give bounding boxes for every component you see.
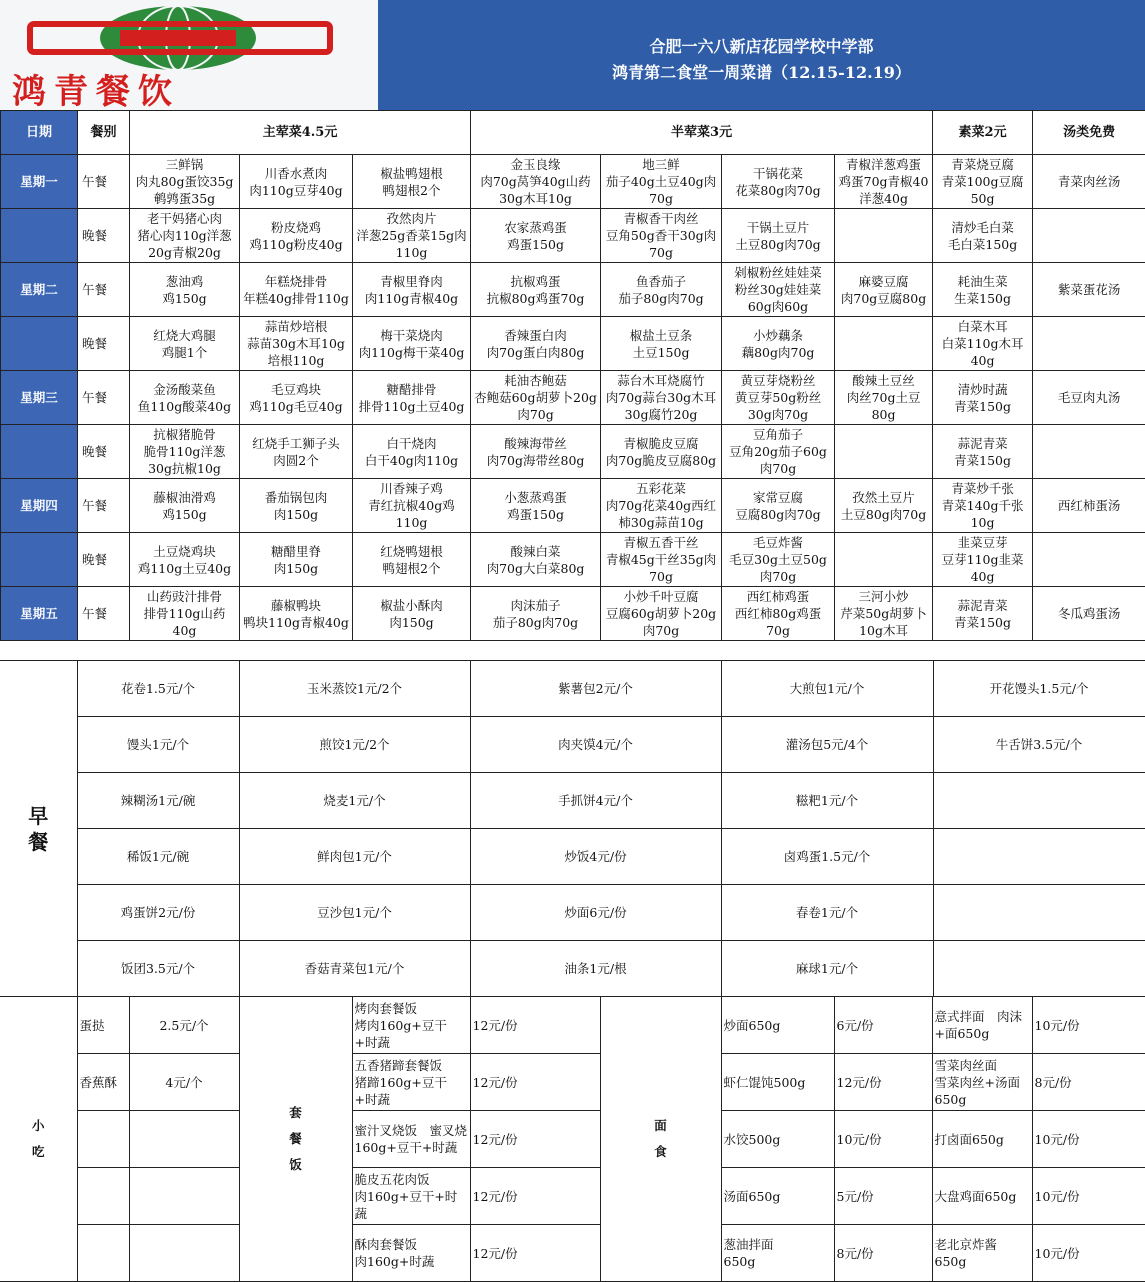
soup-cell: 西红柿蛋汤 xyxy=(1033,479,1145,533)
set-meal-name: 烤肉套餐饭 烤肉160g+豆干+时蔬 xyxy=(352,997,470,1054)
soup-header: 汤类免费 xyxy=(1033,111,1145,155)
breakfast-item: 煎饺1元/2个 xyxy=(239,717,470,773)
breakfast-item: 辣糊汤1元/碗 xyxy=(77,773,239,829)
day-cell: 星期四 xyxy=(1,479,78,533)
snack-name: 蛋挞 xyxy=(77,997,129,1054)
menu-row xyxy=(1,263,1145,317)
noodle-name-2: 老北京炸酱 650g xyxy=(932,1225,1032,1282)
meal-cell: 晚餐 xyxy=(78,209,130,263)
breakfast-table xyxy=(0,660,1145,997)
main-dish-cell: 白干烧肉 白干40g肉110g xyxy=(353,425,471,479)
noodle-price-2: 10元/份 xyxy=(1032,997,1145,1054)
snack-row xyxy=(0,1225,1145,1282)
main-dish-cell: 糖醋里脊 肉150g xyxy=(240,533,353,587)
main-dish-cell: 红烧大鸡腿 鸡腿1个 xyxy=(130,317,240,371)
main-dish-cell: 三鲜锅 肉丸80g蛋饺35g鹌鹑蛋35g xyxy=(130,155,240,209)
breakfast-item xyxy=(933,829,1145,885)
noodle-label: 面 食 xyxy=(600,997,721,1282)
half-dish-cell: 酸辣土豆丝 肉丝70g土豆80g xyxy=(835,371,933,425)
breakfast-item: 炒面6元/份 xyxy=(470,885,721,941)
main-dish-cell: 葱油鸡 鸡150g xyxy=(130,263,240,317)
half-dish-cell: 肉沫茄子 茄子80g肉70g xyxy=(471,587,601,641)
breakfast-item: 开花馒头1.5元/个 xyxy=(933,661,1145,717)
half-dish-cell: 地三鲜 茄子40g土豆40g肉70g xyxy=(601,155,722,209)
breakfast-item: 灌汤包5元/4个 xyxy=(721,717,933,773)
half-dish-cell: 干锅土豆片 土豆80g肉70g xyxy=(722,209,835,263)
meal-header: 餐别 xyxy=(78,111,130,155)
day-cell: 星期三 xyxy=(1,371,78,425)
main-dish-cell: 毛豆鸡块 鸡110g毛豆40g xyxy=(240,371,353,425)
day-cell: 星期二 xyxy=(1,263,78,317)
main-dish-cell: 椒盐鸭翅根 鸭翅根2个 xyxy=(353,155,471,209)
set-meal-price: 12元/份 xyxy=(470,997,600,1054)
snack-price xyxy=(129,1111,239,1168)
meal-cell: 午餐 xyxy=(78,155,130,209)
half-dish-cell: 毛豆炸酱 毛豆30g土豆50g肉70g xyxy=(722,533,835,587)
veg-dish-cell: 蒜泥青菜 青菜150g xyxy=(933,587,1033,641)
soup-cell xyxy=(1033,425,1145,479)
snack-price xyxy=(129,1225,239,1282)
half-dish-cell: 椒盐土豆条 土豆150g xyxy=(601,317,722,371)
day-cell: 星期一 xyxy=(1,155,78,209)
breakfast-row xyxy=(0,885,1145,941)
day-cell xyxy=(1,209,78,263)
half-dish-cell xyxy=(835,317,933,371)
main-dish-cell: 抗椒猪脆骨 脆骨110g洋葱30g抗椒10g xyxy=(130,425,240,479)
veg-dish-cell: 清炒时蔬 青菜150g xyxy=(933,371,1033,425)
snack-name xyxy=(77,1168,129,1225)
soup-cell xyxy=(1033,317,1145,371)
breakfast-item: 鲜肉包1元/个 xyxy=(239,829,470,885)
noodle-price-2: 10元/份 xyxy=(1032,1225,1145,1282)
set-meal-label: 套 餐 饭 xyxy=(239,997,352,1282)
day-cell xyxy=(1,533,78,587)
breakfast-item: 花卷1.5元/个 xyxy=(77,661,239,717)
snack-row xyxy=(0,1054,1145,1111)
half-dish-cell: 抗椒鸡蛋 抗椒80g鸡蛋70g xyxy=(471,263,601,317)
half-dish-cell: 干锅花菜 花菜80g肉70g xyxy=(722,155,835,209)
breakfast-item: 牛舌饼3.5元/个 xyxy=(933,717,1145,773)
noodle-price: 10元/份 xyxy=(834,1111,932,1168)
main-dish-cell: 糖醋排骨 排骨110g土豆40g xyxy=(353,371,471,425)
breakfast-item xyxy=(933,773,1145,829)
breakfast-item: 春卷1元/个 xyxy=(721,885,933,941)
noodle-price-2: 8元/份 xyxy=(1032,1054,1145,1111)
veg-dish-cell: 耗油生菜 生菜150g xyxy=(933,263,1033,317)
noodle-name: 炒面650g xyxy=(721,997,834,1054)
page-header xyxy=(0,0,1145,110)
noodle-name-2: 打卤面650g xyxy=(932,1111,1032,1168)
menu-title: 鸿青第二食堂一周菜谱（12.15-12.19） xyxy=(378,60,1145,83)
half-dish-cell: 耗油杏鲍菇 杏鲍菇60g胡萝卜20g肉70g xyxy=(471,371,601,425)
veg-dish-cell: 青菜炒千张 青菜140g千张10g xyxy=(933,479,1033,533)
breakfast-item: 炒饭4元/份 xyxy=(470,829,721,885)
noodle-name: 汤面650g xyxy=(721,1168,834,1225)
main-dish-cell: 川香辣子鸡 青红抗椒40g鸡110g xyxy=(353,479,471,533)
half-dish-cell: 青椒脆皮豆腐 肉70g脆皮豆腐80g xyxy=(601,425,722,479)
breakfast-item: 紫薯包2元/个 xyxy=(470,661,721,717)
main-dish-cell: 粉皮烧鸡 鸡110g粉皮40g xyxy=(240,209,353,263)
menu-row xyxy=(1,479,1145,533)
meal-cell: 晚餐 xyxy=(78,425,130,479)
veg-dish-header: 素菜2元 xyxy=(933,111,1033,155)
half-dish-cell: 麻婆豆腐 肉70g豆腐80g xyxy=(835,263,933,317)
meal-cell: 晚餐 xyxy=(78,317,130,371)
breakfast-row xyxy=(0,829,1145,885)
breakfast-item: 油条1元/根 xyxy=(470,941,721,997)
breakfast-row xyxy=(0,661,1145,717)
set-meal-price: 12元/份 xyxy=(470,1225,600,1282)
half-dish-cell: 青椒五香干丝 青椒45g干丝35g肉70g xyxy=(601,533,722,587)
meal-cell: 午餐 xyxy=(78,479,130,533)
soup-cell xyxy=(1033,209,1145,263)
half-dish-cell: 三河小炒 芹菜50g胡萝卜10g木耳 xyxy=(835,587,933,641)
snack-price: 4元/个 xyxy=(129,1054,239,1111)
veg-dish-cell: 青菜烧豆腐 青菜100g豆腐50g xyxy=(933,155,1033,209)
breakfast-item: 麻球1元/个 xyxy=(721,941,933,997)
veg-dish-cell: 白菜木耳 白菜110g木耳40g xyxy=(933,317,1033,371)
breakfast-item: 鸡蛋饼2元/份 xyxy=(77,885,239,941)
menu-row xyxy=(1,155,1145,209)
half-dish-cell: 豆角茄子 豆角20g茄子60g肉70g xyxy=(722,425,835,479)
snack-price: 2.5元/个 xyxy=(129,997,239,1054)
half-dish-cell: 酸辣海带丝 肉70g海带丝80g xyxy=(471,425,601,479)
snack-row xyxy=(0,1111,1145,1168)
menu-row xyxy=(1,209,1145,263)
breakfast-item: 馒头1元/个 xyxy=(77,717,239,773)
half-dish-cell: 蒜台木耳烧腐竹 肉70g蒜台30g木耳30g腐竹20g xyxy=(601,371,722,425)
noodle-name-2: 大盘鸡面650g xyxy=(932,1168,1032,1225)
snack-row xyxy=(0,1168,1145,1225)
snack-price xyxy=(129,1168,239,1225)
menu-row xyxy=(1,425,1145,479)
snack-name: 香蕉酥 xyxy=(77,1054,129,1111)
main-dish-cell: 红烧鸭翅根 鸭翅根2个 xyxy=(353,533,471,587)
menu-row xyxy=(1,371,1145,425)
half-dish-cell: 黄豆芽烧粉丝 黄豆芽50g粉丝30g肉70g xyxy=(722,371,835,425)
logo-text: 鸿青餐饮 xyxy=(12,74,180,110)
soup-cell: 毛豆肉丸汤 xyxy=(1033,371,1145,425)
breakfast-item xyxy=(933,885,1145,941)
set-meal-price: 12元/份 xyxy=(470,1168,600,1225)
meal-cell: 午餐 xyxy=(78,587,130,641)
snack-name xyxy=(77,1111,129,1168)
main-dish-cell: 青椒里脊肉 肉110g青椒40g xyxy=(353,263,471,317)
breakfast-item: 豆沙包1元/个 xyxy=(239,885,470,941)
day-cell: 星期五 xyxy=(1,587,78,641)
snack-row xyxy=(0,997,1145,1054)
main-dish-cell: 金汤酸菜鱼 鱼110g酸菜40g xyxy=(130,371,240,425)
half-dish-cell: 小葱蒸鸡蛋 鸡蛋150g xyxy=(471,479,601,533)
half-dish-cell: 孜然土豆片 土豆80g肉70g xyxy=(835,479,933,533)
half-dish-cell: 小炒千叶豆腐 豆腐60g胡萝卜20g肉70g xyxy=(601,587,722,641)
snack-label: 小 吃 xyxy=(0,997,77,1282)
noodle-price: 8元/份 xyxy=(834,1225,932,1282)
day-cell xyxy=(1,425,78,479)
main-dish-cell: 孜然肉片 洋葱25g香菜15g肉110g xyxy=(353,209,471,263)
half-dish-cell: 酸辣白菜 肉70g大白菜80g xyxy=(471,533,601,587)
half-dish-cell: 鱼香茄子 茄子80g肉70g xyxy=(601,263,722,317)
breakfast-item: 香菇青菜包1元/个 xyxy=(239,941,470,997)
school-title: 合肥一六八新店花园学校中学部 xyxy=(378,34,1145,57)
breakfast-row xyxy=(0,941,1145,997)
main-dish-cell: 椒盐小酥肉 肉150g xyxy=(353,587,471,641)
breakfast-item: 饭团3.5元/个 xyxy=(77,941,239,997)
half-dish-cell: 剁椒粉丝娃娃菜 粉丝30g娃娃菜60g肉60g xyxy=(722,263,835,317)
noodle-name: 虾仁馄饨500g xyxy=(721,1054,834,1111)
half-dish-cell: 农家蒸鸡蛋 鸡蛋150g xyxy=(471,209,601,263)
snack-table xyxy=(0,996,1145,1282)
set-meal-name: 脆皮五花肉饭 肉160g+豆干+时蔬 xyxy=(352,1168,470,1225)
noodle-price-2: 10元/份 xyxy=(1032,1111,1145,1168)
main-dish-cell: 番茄锅包肉 肉150g xyxy=(240,479,353,533)
hongqing-logo xyxy=(0,0,378,110)
noodle-name: 葱油拌面 650g xyxy=(721,1225,834,1282)
veg-dish-cell: 韭菜豆芽 豆芽110g韭菜40g xyxy=(933,533,1033,587)
noodle-price: 5元/份 xyxy=(834,1168,932,1225)
menu-row xyxy=(1,533,1145,587)
main-dish-cell: 老干妈猪心肉 猪心肉110g洋葱20g青椒20g xyxy=(130,209,240,263)
breakfast-label: 早 餐 xyxy=(0,661,77,997)
menu-header-row xyxy=(1,111,1145,155)
breakfast-item: 糍粑1元/个 xyxy=(721,773,933,829)
noodle-name-2: 意式拌面 肉沫+面650g xyxy=(932,997,1032,1054)
soup-cell: 冬瓜鸡蛋汤 xyxy=(1033,587,1145,641)
main-dish-cell: 土豆烧鸡块 鸡110g土豆40g xyxy=(130,533,240,587)
day-cell xyxy=(1,317,78,371)
main-dish-cell: 藤椒油滑鸡 鸡150g xyxy=(130,479,240,533)
breakfast-item: 卤鸡蛋1.5元/个 xyxy=(721,829,933,885)
half-dish-cell xyxy=(835,533,933,587)
meal-cell: 晚餐 xyxy=(78,533,130,587)
main-dish-cell: 蒜苗炒培根 蒜苗30g木耳10g培根110g xyxy=(240,317,353,371)
breakfast-item: 烧麦1元/个 xyxy=(239,773,470,829)
main-dish-cell: 梅干菜烧肉 肉110g梅干菜40g xyxy=(353,317,471,371)
set-meal-name: 蜜汁叉烧饭 蜜叉烧160g+豆干+时蔬 xyxy=(352,1111,470,1168)
noodle-price-2: 10元/份 xyxy=(1032,1168,1145,1225)
veg-dish-cell: 清炒毛白菜 毛白菜150g xyxy=(933,209,1033,263)
set-meal-name: 酥肉套餐饭 肉160g+时蔬 xyxy=(352,1225,470,1282)
date-header: 日期 xyxy=(1,111,78,155)
meal-cell: 午餐 xyxy=(78,263,130,317)
menu-row xyxy=(1,587,1145,641)
half-dish-cell: 金玉良缘 肉70g莴笋40g山药30g木耳10g xyxy=(471,155,601,209)
set-meal-price: 12元/份 xyxy=(470,1054,600,1111)
half-dish-cell xyxy=(835,209,933,263)
weekly-menu-table xyxy=(0,110,1145,641)
soup-cell: 紫菜蛋花汤 xyxy=(1033,263,1145,317)
soup-cell: 青菜肉丝汤 xyxy=(1033,155,1145,209)
breakfast-item: 肉夹馍4元/个 xyxy=(470,717,721,773)
half-dish-cell: 家常豆腐 豆腐80g肉70g xyxy=(722,479,835,533)
noodle-price: 12元/份 xyxy=(834,1054,932,1111)
breakfast-item: 手抓饼4元/个 xyxy=(470,773,721,829)
half-dish-cell: 青椒洋葱鸡蛋 鸡蛋70g青椒40洋葱40g xyxy=(835,155,933,209)
main-dish-cell: 藤椒鸭块 鸭块110g青椒40g xyxy=(240,587,353,641)
snack-name xyxy=(77,1225,129,1282)
breakfast-item: 玉米蒸饺1元/2个 xyxy=(239,661,470,717)
half-dish-header: 半荤菜3元 xyxy=(471,111,933,155)
half-dish-cell: 香辣蛋白肉 肉70g蛋白肉80g xyxy=(471,317,601,371)
main-dish-cell: 山药豉汁排骨 排骨110g山药40g xyxy=(130,587,240,641)
breakfast-row xyxy=(0,717,1145,773)
main-dish-cell: 年糕烧排骨 年糕40g排骨110g xyxy=(240,263,353,317)
main-dish-header: 主荤菜4.5元 xyxy=(130,111,471,155)
main-dish-cell: 川香水煮肉 肉110g豆芽40g xyxy=(240,155,353,209)
meal-cell: 午餐 xyxy=(78,371,130,425)
half-dish-cell: 小炒藕条 藕80g肉70g xyxy=(722,317,835,371)
menu-row xyxy=(1,317,1145,371)
set-meal-name: 五香猪蹄套餐饭 猪蹄160g+豆干+时蔬 xyxy=(352,1054,470,1111)
soup-cell xyxy=(1033,533,1145,587)
breakfast-item: 稀饭1元/碗 xyxy=(77,829,239,885)
veg-dish-cell: 蒜泥青菜 青菜150g xyxy=(933,425,1033,479)
main-dish-cell: 红烧手工狮子头 肉圆2个 xyxy=(240,425,353,479)
half-dish-cell xyxy=(835,425,933,479)
breakfast-item: 大煎包1元/个 xyxy=(721,661,933,717)
half-dish-cell: 青椒香干肉丝 豆角50g香干30g肉70g xyxy=(601,209,722,263)
breakfast-item xyxy=(933,941,1145,997)
noodle-price: 6元/份 xyxy=(834,997,932,1054)
noodle-name: 水饺500g xyxy=(721,1111,834,1168)
noodle-name-2: 雪菜肉丝面 雪菜肉丝+汤面650g xyxy=(932,1054,1032,1111)
set-meal-price: 12元/份 xyxy=(470,1111,600,1168)
half-dish-cell: 五彩花菜 肉70g花菜40g西红柿30g蒜苗10g xyxy=(601,479,722,533)
breakfast-row xyxy=(0,773,1145,829)
half-dish-cell: 西红柿鸡蛋 西红柿80g鸡蛋70g xyxy=(722,587,835,641)
